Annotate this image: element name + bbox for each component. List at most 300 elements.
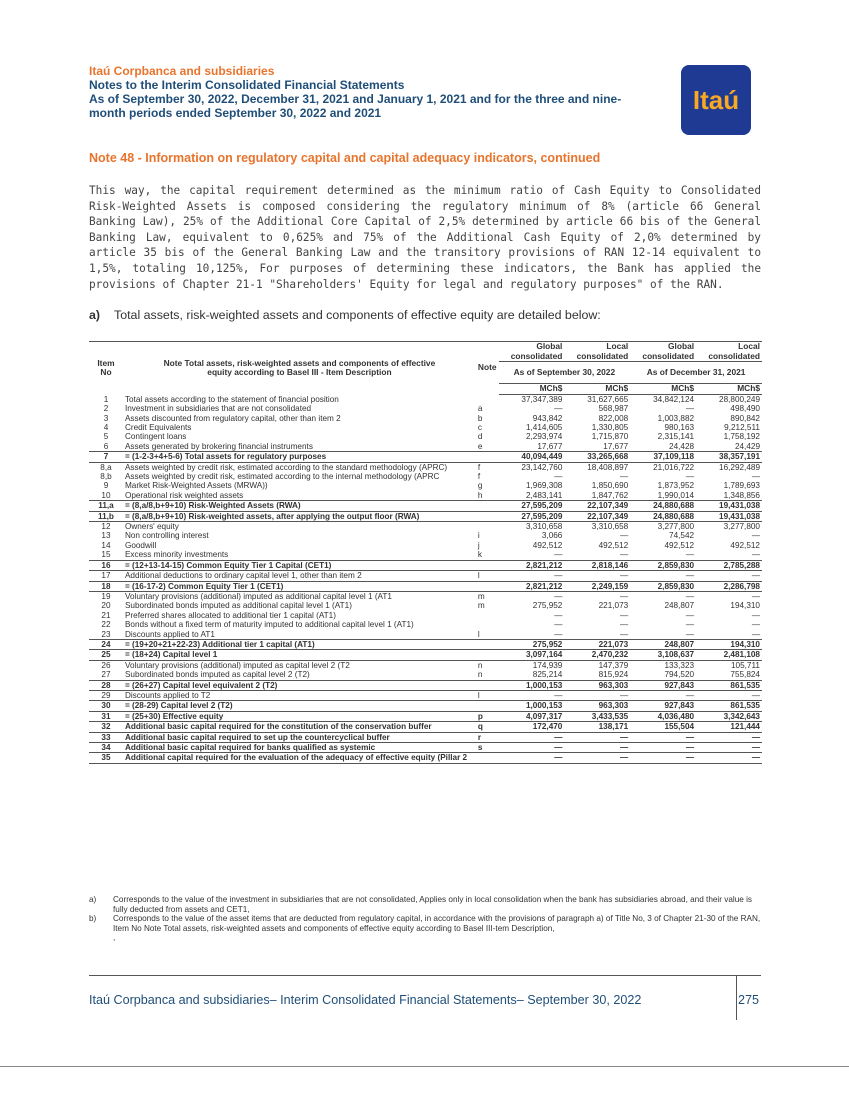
value-global-dec-2021: 24,880,688 [630,501,696,511]
item-number: 17 [101,571,111,581]
item-description: Additional deductions to ordinary capital level 1, other than item 2 [124,571,362,581]
period-sep-2022: As of September 30, 2022 [499,362,631,384]
value-local-sep-2022: 3,433,535 [564,711,630,721]
page-number: 275 [738,993,760,1007]
value-local-dec-2021: — [751,550,760,560]
item-number: 26 [101,660,111,670]
value-global-dec-2021: — [630,753,696,763]
item-number: 20 [101,601,111,611]
item-description: = (8,a/8,b+9+10) Risk-Weighted Assets (RWA) [123,501,476,511]
table-row [89,722,762,732]
value-local-sep-2022: 18,408,897 [587,462,629,472]
value-local-sep-2022: — [620,571,629,581]
value-global-dec-2021: 1,003,882 [657,413,695,423]
item-description: = (1-2-3+4+5-6) Total assets for regulatory purposes [123,452,476,462]
table-row [89,711,762,721]
item-note: k [477,550,482,560]
value-global-sep-2022: 3,066 [541,531,563,541]
item-note: f [477,472,481,482]
item-note: s [476,743,499,753]
table-row [89,452,762,462]
section-subheading: a) Total assets, risk-weighted assets and components of effective equity are detailed below: [89,308,601,322]
value-global-dec-2021: 3,277,800 [657,522,695,532]
value-local-dec-2021: 1,789,693 [723,481,760,491]
item-number: 11,b [89,511,123,521]
table-row [89,630,762,640]
value-local-dec-2021: — [696,732,762,742]
item-description: Assets discounted from regulatory capital, other than item 2 [124,413,341,423]
footnote [89,933,761,943]
header-line-4: month periods ended September 30, 2022 and 2021 [89,106,382,120]
footnote [89,895,761,914]
item-description: Contingent loans [124,432,187,442]
value-local-sep-2022: 492,512 [598,540,629,550]
value-local-dec-2021: 19,431,038 [696,511,762,521]
col-local-dec: Local consolidated [696,342,762,362]
value-global-sep-2022: 27,595,209 [499,501,565,511]
value-global-sep-2022: — [499,732,565,742]
item-number: 10 [101,490,111,500]
value-global-dec-2021: 927,843 [630,701,696,711]
value-local-dec-2021: — [696,743,762,753]
value-global-dec-2021: 24,880,688 [630,511,696,521]
value-local-sep-2022: 31,627,665 [587,394,629,404]
value-local-sep-2022: — [564,743,630,753]
item-number: 18 [89,581,123,591]
item-description: Voluntary provisions (additional) imputed as additional capital level 1 (AT1 [124,591,392,601]
item-number: 31 [89,711,123,721]
value-global-sep-2022: 1,969,308 [525,481,563,491]
value-local-sep-2022: 568,987 [598,404,629,414]
footer-divider [89,975,761,976]
header-line-2: Notes to the Interim Consolidated Financial Statements [89,78,405,92]
value-global-sep-2022: 27,595,209 [499,511,565,521]
item-number: 25 [89,650,123,660]
item-note: r [476,732,499,742]
value-local-dec-2021: 3,342,643 [696,711,762,721]
item-description: = (26+27) Capital level equivalent 2 (T2) [123,680,476,690]
item-number: 8,b [100,472,112,482]
value-global-dec-2021: — [685,472,695,482]
item-number: 13 [101,531,111,541]
value-global-dec-2021: 2,315,141 [657,432,695,442]
item-note [476,753,499,763]
item-note: l [477,690,480,700]
table-row [89,571,762,581]
value-local-dec-2021: — [696,753,762,763]
value-local-dec-2021: 890,842 [730,413,760,423]
table-row [89,481,762,490]
item-description: Subordinated bonds imputed as additional capital level 1 (AT1) [124,601,352,611]
value-global-sep-2022: 1,000,153 [499,680,565,690]
item-note: h [477,490,483,500]
value-local-dec-2021: 3,277,800 [723,522,760,532]
value-local-sep-2022: 22,107,349 [564,501,630,511]
item-description: Total assets according to the statement of financial position [124,394,339,404]
value-local-dec-2021: — [751,629,760,639]
value-global-sep-2022: — [499,743,565,753]
value-global-dec-2021: — [685,610,695,620]
table-row [89,531,762,540]
value-local-sep-2022: 147,379 [598,660,629,670]
value-global-dec-2021: 3,108,637 [630,650,696,660]
item-number: 35 [89,753,123,763]
item-note [476,620,499,629]
value-global-sep-2022: 23,142,760 [521,462,563,472]
table-row [89,591,762,601]
item-description: Additional basic capital required for the constitution of the conservation buffer [123,722,476,732]
unit-label: MCh$ [696,384,762,395]
footer-text: Itaú Corpbanca and subsidiaries– Interim Consolidated Financial Statements– September 30, 2022 [89,993,642,1007]
value-global-sep-2022: 17,677 [537,441,563,451]
table-row [89,560,762,570]
value-global-dec-2021: 927,843 [630,680,696,690]
item-note [476,452,499,462]
item-description: = (12+13-14-15) Common Equity Tier 1 Capital (CET1) [123,560,476,570]
itau-logo: Itaú [681,65,751,135]
item-number: 5 [103,432,109,442]
footnotes [89,895,761,943]
value-global-sep-2022: 1,414,605 [525,423,563,432]
item-description: Additional basic capital required for banks qualified as systemic [123,743,476,753]
value-local-sep-2022: 22,107,349 [564,511,630,521]
table-row [89,462,762,472]
item-description: Discounts applied to AT1 [124,629,215,639]
item-description: Assets generated by brokering financial instruments [124,441,313,451]
item-note [476,701,499,711]
item-description: = (8,a/8,b+9+10) Risk-weighted assets, after applying the output floor (RWA) [123,511,476,521]
item-description: Investment in subsidiaries that are not consolidated [124,404,312,414]
item-number: 33 [89,732,123,742]
note-title: Note 48 - Information on regulatory capital and capital adequacy indicators, continued [89,151,601,165]
value-global-dec-2021: 1,990,014 [657,490,695,500]
value-local-sep-2022: 963,303 [564,701,630,711]
item-number: 11,a [89,501,123,511]
value-local-dec-2021: 2,785,288 [696,560,762,570]
value-local-sep-2022: 3,310,658 [591,522,629,532]
item-description: = (28-29) Capital level 2 (T2) [123,701,476,711]
item-note: a [477,404,483,414]
item-number: 1 [103,394,109,404]
item-note [476,501,499,511]
unit-label: MCh$ [630,384,696,395]
value-global-dec-2021: — [630,732,696,742]
value-global-sep-2022: — [554,591,563,601]
intro-paragraph: This way, the capital requirement determined as the minimum ratio of Cash Equity to Consolidated Risk-Weighted Assets is composed considering the regulatory minimum of 8% (article 66 General Banking Law), 25% of the Additional Core Capital of 2,5% determined by article 66 bis of the General Banking Law, equivalent to 0,625% and 75% of the Additional Cash Equity of 2,0% determined by article 35 bis of the General Banking Law and the transitory provisions of RAN 12-14 equivalent to 1,5%, totaling 10,125%, For purposes of determining these indicators, the Bank has applied the provisions of Chapter 21-1 "Shareholders' Equity for legal and regulatory purposes" of the RAN. [89,184,761,291]
item-note: d [477,432,483,442]
value-local-dec-2021: 755,824 [730,670,760,680]
item-number: 8,a [100,462,112,472]
table-row [89,522,762,532]
value-global-dec-2021: 24,428 [669,441,695,451]
value-local-sep-2022: 815,924 [598,670,629,680]
item-number: 14 [101,540,111,550]
item-number: 21 [101,610,111,620]
value-global-sep-2022: — [554,690,563,700]
item-number: 9 [103,481,109,491]
item-number: 2 [103,404,109,414]
table-row [89,611,762,620]
value-global-dec-2021: 794,520 [664,670,695,680]
item-note [476,611,499,620]
value-global-sep-2022: — [554,404,563,414]
value-global-dec-2021: 248,807 [630,639,696,649]
item-number: 12 [101,522,111,532]
item-note [476,511,499,521]
unit-label: MCh$ [499,384,565,395]
value-global-dec-2021: 980,163 [664,423,695,432]
item-note [476,560,499,570]
table-row [89,660,762,670]
value-global-sep-2022: — [499,753,565,763]
col-global-sep: Global consolidated [499,342,565,362]
col-note: Note [476,342,499,395]
value-global-dec-2021: 34,842,124 [653,394,695,404]
value-local-sep-2022: 221,073 [598,601,629,611]
value-global-sep-2022: 492,512 [532,540,563,550]
footnote-text: , [113,933,116,943]
value-local-dec-2021: 194,310 [696,639,762,649]
value-global-dec-2021: 155,504 [630,722,696,732]
value-global-sep-2022: — [554,550,563,560]
table-row [89,414,762,423]
item-description: Preferred shares allocated to additional tier 1 capital (AT1) [124,610,336,620]
value-global-sep-2022: 172,470 [499,722,565,732]
table-row [89,541,762,550]
value-global-sep-2022: 2,821,212 [499,581,565,591]
value-local-sep-2022: 822,008 [598,413,629,423]
item-description: Market Risk-Weighted Assets (MRWA)) [124,481,268,491]
item-note [476,394,499,404]
value-local-dec-2021: 498,490 [730,404,760,414]
item-note: q [476,722,499,732]
value-local-sep-2022: — [620,531,629,541]
header-row-entity [89,342,762,362]
item-description: Assets weighted by credit risk, estimated according to the internal methodology (APRC [124,472,440,482]
value-global-dec-2021: 74,542 [669,531,695,541]
table-row [89,472,762,481]
value-local-sep-2022: 2,249,159 [564,581,630,591]
value-global-sep-2022: 2,483,141 [525,490,563,500]
value-local-dec-2021: — [751,531,760,541]
item-note: j [477,540,480,550]
table-row [89,670,762,680]
table-row [89,432,762,441]
table-row [89,394,762,404]
value-local-dec-2021: 861,535 [696,701,762,711]
header-line-3: As of September 30, 2022, December 31, 2021 and January 1, 2021 and for the three and nine- [89,92,622,106]
value-global-sep-2022: 275,952 [532,601,563,611]
value-local-dec-2021: — [751,571,760,581]
value-global-dec-2021: 2,859,830 [630,581,696,591]
item-description: = (18+24) Capital level 1 [123,650,476,660]
value-global-dec-2021: 492,512 [664,540,695,550]
value-local-sep-2022: 2,470,232 [564,650,630,660]
col-global-dec: Global consolidated [630,342,696,362]
value-global-dec-2021: — [685,620,695,630]
value-global-sep-2022: 40,094,449 [499,452,565,462]
item-number: 23 [101,629,111,639]
item-description: = (25+30) Effective equity [123,711,476,721]
value-global-dec-2021: 133,323 [664,660,695,670]
page-bottom-rule [0,1066,849,1067]
col-local-sep: Local consolidated [564,342,630,362]
value-local-dec-2021: — [751,472,760,482]
table-row [89,732,762,742]
item-number: 22 [101,620,111,630]
value-global-dec-2021: — [630,743,696,753]
document-header [89,64,659,120]
item-note: f [477,462,481,472]
value-local-dec-2021: 28,800,249 [719,394,760,404]
table-row [89,601,762,610]
value-global-sep-2022: 1,000,153 [499,701,565,711]
table-row [89,620,762,629]
capital-table [89,341,762,764]
item-description: Excess minority investments [124,550,229,560]
value-local-dec-2021: 19,431,038 [696,501,762,511]
item-note: n [477,670,483,680]
item-number: 19 [101,591,111,601]
item-number: 30 [89,701,123,711]
company-name: Itaú Corpbanca and subsidiaries [89,64,275,78]
footnote-label [89,933,116,943]
value-local-dec-2021: — [751,620,760,630]
table-row [89,639,762,649]
value-local-sep-2022: 1,715,870 [591,432,629,442]
value-local-dec-2021: 861,535 [696,680,762,690]
value-global-dec-2021: — [685,404,695,414]
value-global-sep-2022: — [554,610,563,620]
item-note [476,650,499,660]
item-note: c [477,423,482,432]
item-note: m [477,601,485,611]
item-description: Non controlling interest [124,531,209,541]
value-global-dec-2021: 1,873,952 [657,481,695,491]
item-description: Assets weighted by credit risk, estimated according to the standard methodology (APRC) [124,462,448,472]
item-number: 15 [101,550,111,560]
value-local-sep-2022: — [620,610,629,620]
table-row [89,680,762,690]
value-global-sep-2022: 37,347,389 [521,394,563,404]
period-dec-2021: As of December 31, 2021 [630,362,762,384]
item-number: 27 [101,670,111,680]
table-row [89,690,762,700]
footnote-label: b) [89,914,97,924]
value-local-dec-2021: 492,512 [730,540,760,550]
table-row [89,442,762,452]
footnote-text: Corresponds to the value of the investment in subsidiaries that are not consolidated, Applies only in local consolidation when the bank has subsidiaries abroad, and their value is fully deducted from assets and CET1, [113,895,753,914]
value-local-dec-2021: 1,348,856 [723,490,760,500]
page-number-divider [736,976,737,1020]
value-local-dec-2021: 194,310 [730,601,760,611]
item-description: Goodwill [124,540,157,550]
item-number: 16 [89,560,123,570]
table-row [89,650,762,660]
value-local-sep-2022: — [620,591,629,601]
value-local-sep-2022: 1,330,805 [591,423,629,432]
footnote [89,914,761,933]
value-global-sep-2022: — [554,571,563,581]
value-local-dec-2021: 2,481,108 [696,650,762,660]
footnote-label: a) [89,895,97,904]
table-row [89,701,762,711]
value-local-sep-2022: 963,303 [564,680,630,690]
item-note: e [477,441,483,451]
item-description: Credit Equivalents [124,423,192,432]
value-local-sep-2022: — [620,690,629,700]
value-local-sep-2022: — [620,472,629,482]
value-global-sep-2022: 275,952 [499,639,565,649]
value-global-dec-2021: 248,807 [664,601,695,611]
item-note: l [477,629,480,639]
table-row [89,423,762,432]
value-local-sep-2022: 1,850,690 [591,481,629,491]
table-row [89,491,762,501]
value-global-sep-2022: 943,842 [532,413,563,423]
item-description: Operational risk weighted assets [124,490,244,500]
value-global-dec-2021: 2,859,830 [630,560,696,570]
value-local-sep-2022: — [620,550,629,560]
value-local-sep-2022: 138,171 [564,722,630,732]
item-description: = (16-17-2) Common Equity Tier 1 (CET1) [123,581,476,591]
item-description: Voluntary provisions (additional) imputed as capital level 2 (T2 [124,660,350,670]
item-number: 7 [89,452,123,462]
value-global-dec-2021: 21,016,722 [653,462,695,472]
value-local-dec-2021: 1,758,192 [723,432,760,442]
item-note [476,639,499,649]
value-global-dec-2021: 4,036,480 [630,711,696,721]
item-number: 28 [89,680,123,690]
value-local-sep-2022: — [620,620,629,630]
value-local-dec-2021: 105,711 [731,660,760,670]
value-global-dec-2021: — [685,629,695,639]
value-global-dec-2021: 37,109,118 [630,452,696,462]
item-number: 34 [89,743,123,753]
item-number: 6 [103,441,109,451]
item-note: i [477,531,480,541]
col-description: Note Total assets, risk-weighted assets and components of effective equity according to Basel III - Item Description [123,342,476,395]
item-description: Discounts applied to T2 [124,690,211,700]
value-local-dec-2021: — [751,610,760,620]
value-local-sep-2022: 1,847,762 [591,490,629,500]
value-local-dec-2021: 24,429 [734,441,760,451]
item-number: 32 [89,722,123,732]
item-description: Additional basic capital required to set up the countercyclical buffer [123,732,476,742]
value-global-sep-2022: 3,310,658 [525,522,563,532]
table-row [89,501,762,511]
item-description: = (19+20+21+22-23) Additional tier 1 capital (AT1) [123,639,476,649]
value-local-sep-2022: 33,265,668 [564,452,630,462]
value-global-sep-2022: — [554,629,563,639]
item-description: Additional capital required for the evaluation of the adequacy of effective equity (Pillar 2 [123,753,476,763]
value-global-dec-2021: — [685,550,695,560]
unit-label: MCh$ [564,384,630,395]
value-local-dec-2021: — [751,690,760,700]
value-global-sep-2022: 2,821,212 [499,560,565,570]
item-description: Owners' equity [124,522,179,532]
value-global-sep-2022: 825,214 [532,670,563,680]
item-number: 24 [89,639,123,649]
value-global-sep-2022: 2,293,974 [525,432,563,442]
item-description: Subordinated bonds imputed as capital level 2 (T2) [124,670,310,680]
value-global-sep-2022: 3,097,164 [499,650,565,660]
value-local-dec-2021: — [751,591,760,601]
value-local-sep-2022: — [620,629,629,639]
value-local-sep-2022: — [564,732,630,742]
table-row [89,511,762,521]
table-body [89,394,762,763]
